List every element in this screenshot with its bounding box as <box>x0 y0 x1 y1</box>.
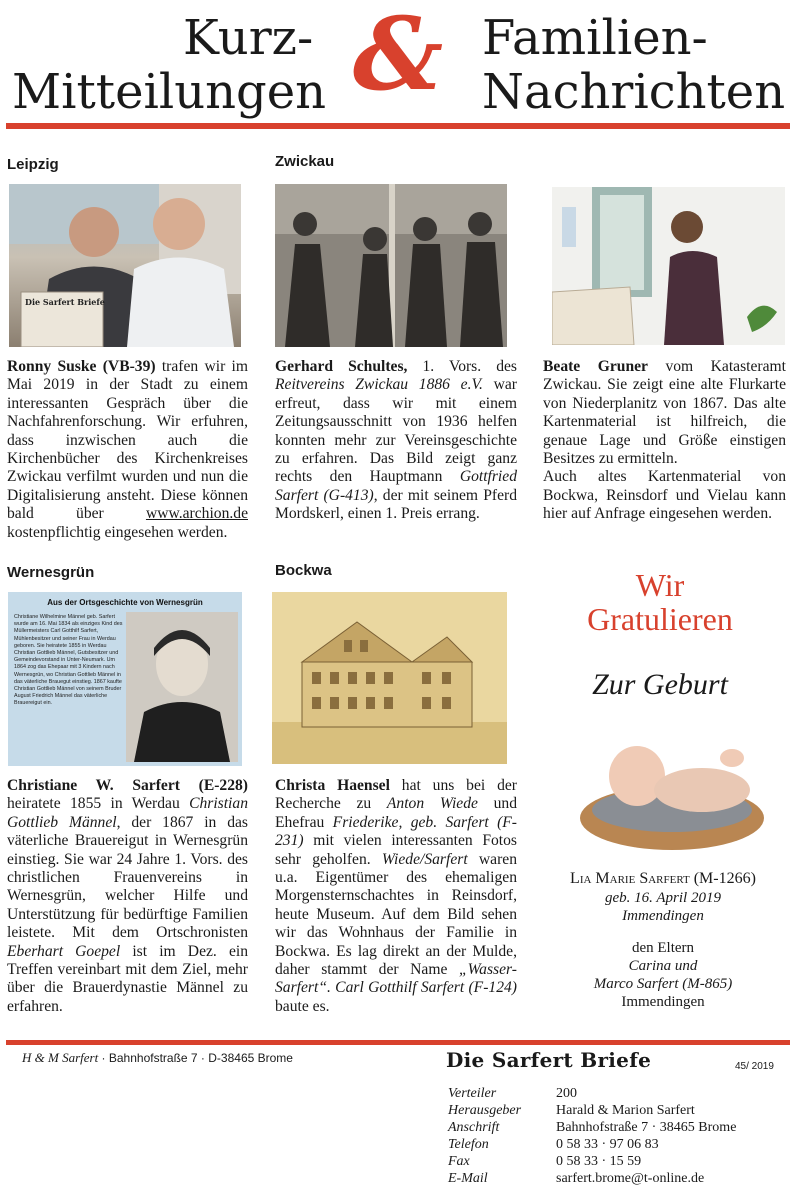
imprint-label-herausgeber: Herausgeber <box>448 1103 522 1118</box>
bockwa-text-4: waren u.a. Eigentümer des ehemaligen Morgensternschachtes in Reinsdorf, heute Museum. Auf dem Bild sehen wir das Wohnhaus der Familie in Bockwa. Es lag direkt an der Mulde, daher stammt der Name <box>275 850 517 979</box>
bockwa-photo <box>272 592 507 764</box>
publisher-address: · Bahnhofstraße 7 · D-38465 Brome <box>98 1051 293 1065</box>
leipzig-text <box>7 358 248 542</box>
bockwa-carl: „Wasser-Sarfert“. Carl Gotthilf Sarfert (F-124) <box>275 961 517 997</box>
imprint-value-herausgeber: Harald & Marion Sarfert <box>556 1103 695 1118</box>
imprint-label-anschrift: Anschrift <box>448 1120 500 1135</box>
zwickau-text-3: , der mit seinem Pferd Mordskerl, einen 1. Preis errang. <box>275 486 517 523</box>
issue-number: 45/ 2019 <box>735 1061 774 1072</box>
place-heading-leipzig: Leipzig <box>7 156 59 173</box>
imprint-value-email[interactable]: sarfert.brome@t-online.de <box>556 1171 705 1186</box>
masthead-mitteilungen: Mitteilungen <box>12 64 327 120</box>
imprint-label-fax: Fax <box>448 1154 470 1169</box>
zwickau-text-2: war erfreut, dass wir mit einem Zeitungsausschnitt von 1936 helfen konnten mehr zur Vereinsgeschichte zu erfahren. Das Bild zeigt ganz rechts den Hauptmann <box>275 376 517 486</box>
wernesgruen-text <box>7 777 248 1016</box>
imprint-value-fax: 0 58 33 · 15 59 <box>556 1154 642 1169</box>
bockwa-text-3: mit vielen interessanten Fotos sehr geholfen. <box>275 832 517 868</box>
zwickau-person: Gerhard Schultes, <box>275 358 408 375</box>
leipzig-person: Ronny Suske (VB-39) <box>7 358 156 375</box>
wernesgruen-text-2: , der 1867 in das väterliche Brauereigut in Wernesgrün einstieg. Sie war 24 Jahre 1. Vors. des christlichen Frauenvereins in Wernesgrün, welcher Hilfe und Unterstützung für bedürftige Familien leistete. Mit dem Ortschronisten <box>7 813 248 942</box>
bockwa-text-1: hat uns bei der Recherche zu <box>275 777 517 813</box>
bockwa-wiede: Wiede/Sarfert <box>381 850 468 868</box>
parents-intro: den Eltern <box>631 940 695 956</box>
imprint-value-anschrift: Bahnhofstraße 7 · 38465 Brome <box>556 1120 737 1135</box>
masthead-kurz: Kurz- <box>183 10 314 66</box>
wernesgruen-clipping <box>8 592 242 766</box>
publisher-name: H & M Sarfert <box>22 1050 99 1065</box>
congrats-line-2: Gratulieren <box>587 601 733 637</box>
clipping-text: Christiane Wilhelmine Männel geb. Sarfert wurde am 16. Mai 1834 als einziges Kind des Müllermeisters Carl Gotthilf Sarfert, Mühlenbesitzer und seiner Frau in Werdau geboren. Sie heiratete 1855 in Werdau Christian Gottlieb Männel, Gutsbesitzer und Gemeindevorstand in Unter-Neumark. Um 1864 zog das Ehepaar mit 3 Kindern nach Wernesgrün, wo Christian Gottlieb Männel in das väterliche Brauegut einstieg. 1867 kaufte Christian Gottlieb Männel von seinem Bruder August Friedrich Männel das väterliche Brauereigut ein. <box>14 614 123 707</box>
zwickau-text-1: 1. Vors. des <box>407 358 517 375</box>
newsletter-label: Die Sarfert Briefe <box>25 297 105 307</box>
parents-names-2: Marco Sarfert (M-865) <box>593 976 733 992</box>
zwickau-photo <box>275 184 507 347</box>
place-heading-wernesgruen: Wernesgrün <box>7 564 95 581</box>
kataster-text-2: Auch altes Kartenmaterial von Bockwa, Reinsdorf und Vielau kann hier auf Anfrage eingesehen werden. <box>543 468 786 523</box>
bockwa-person: Christa Haensel <box>275 777 390 794</box>
kataster-text-1: vom Katasteramt Zwickau. Sie zeigt eine alte Flurkarte von Niederplanitz von 1867. Das alte Kartenmaterial ist hilfreich, die genaue Lage und Größe einstigen Besitzes zu ermitteln. <box>543 358 787 468</box>
zwickau-text <box>275 358 517 524</box>
imprint-value-verteiler: 200 <box>556 1086 577 1101</box>
wernesgruen-text-1: heiratete 1855 in Werdau <box>7 795 190 813</box>
photo-house-icon <box>272 592 507 764</box>
wernesgruen-chronist: Eberhart Goepel <box>7 942 121 960</box>
masthead-ampersand: & <box>352 0 444 113</box>
photo-baby-icon <box>562 718 769 856</box>
kataster-person: Beate Gruner <box>543 358 648 375</box>
footer-publisher <box>22 1050 293 1066</box>
imprint-value-telefon: 0 58 33 · 97 06 83 <box>556 1137 659 1152</box>
birth-date: geb. 16. April 2019 <box>605 890 721 906</box>
leipzig-text-1: trafen wir im Mai 2019 in der Stadt zu einem interessanten Gespräch über die Nachfahrenforschung. Wir erfuhren, dass inzwischen auch die Kirchenbücher des Kirchenkreises Zwickau verfilmt wurden und nun die Digitalisierung ansteht. Diese können bald über <box>7 358 248 523</box>
wernesgruen-person: Christiane W. Sarfert (E-228) <box>7 777 248 794</box>
kataster-photo <box>552 187 785 345</box>
wernesgruen-spouse: Christian Gottlieb Männel <box>7 795 248 831</box>
portrait-woman-icon <box>126 612 238 762</box>
place-heading-bockwa: Bockwa <box>275 562 332 579</box>
top-divider <box>6 123 790 129</box>
baby-photo <box>562 718 769 856</box>
zwickau-club: Reitvereins Zwickau 1886 e.V. <box>275 376 483 394</box>
kataster-text <box>543 358 786 524</box>
congrats-heading <box>560 568 760 636</box>
baby-name: Lia Marie Sarfert (M-1266) <box>570 870 756 887</box>
birth-place: Immendingen <box>622 908 704 924</box>
bockwa-anton: Anton Wiede <box>386 795 478 813</box>
masthead-nachrichten: Nachrichten <box>482 64 786 120</box>
photo-two-men-icon <box>9 184 241 347</box>
clipping-heading: Aus der Ortsgeschichte von Wernesgrün <box>47 598 203 607</box>
photo-woman-map-icon <box>552 187 785 345</box>
zwickau-gottfried: Gottfried Sarfert (G-413) <box>275 468 517 504</box>
bockwa-text <box>275 777 517 1016</box>
archion-link[interactable]: www.archion.de <box>145 505 248 523</box>
imprint-label-verteiler: Verteiler <box>448 1086 497 1101</box>
newsletter-logo: Die Sarfert Briefe <box>446 1048 652 1072</box>
bockwa-text-5: baute es. <box>275 997 330 1015</box>
imprint-label-telefon: Telefon <box>448 1137 489 1152</box>
leipzig-photo <box>9 184 241 347</box>
imprint-label-email: E-Mail <box>448 1171 488 1186</box>
parents-names-1: Carina und <box>628 958 698 974</box>
masthead-familien: Familien- <box>482 10 708 66</box>
bockwa-text-2: und Ehefrau <box>275 795 518 831</box>
birth-subtitle: Zur Geburt <box>592 668 728 701</box>
bottom-divider <box>6 1040 790 1045</box>
leipzig-text-2: kostenpflichtig eingesehen werden. <box>7 523 228 541</box>
parents-place: Immendingen <box>621 994 705 1010</box>
bockwa-friederike: Friederike, geb. Sarfert (F-231) <box>275 813 517 850</box>
place-heading-zwickau: Zwickau <box>275 153 335 170</box>
wernesgruen-text-3: ist im Dez. ein Treffen vereinbart mit dem Ziel, mehr über die Brauerdynastie Männel zu erfahren. <box>7 942 248 1015</box>
congrats-line-1: Wir <box>635 567 685 603</box>
photo-riders-icon <box>275 184 507 347</box>
